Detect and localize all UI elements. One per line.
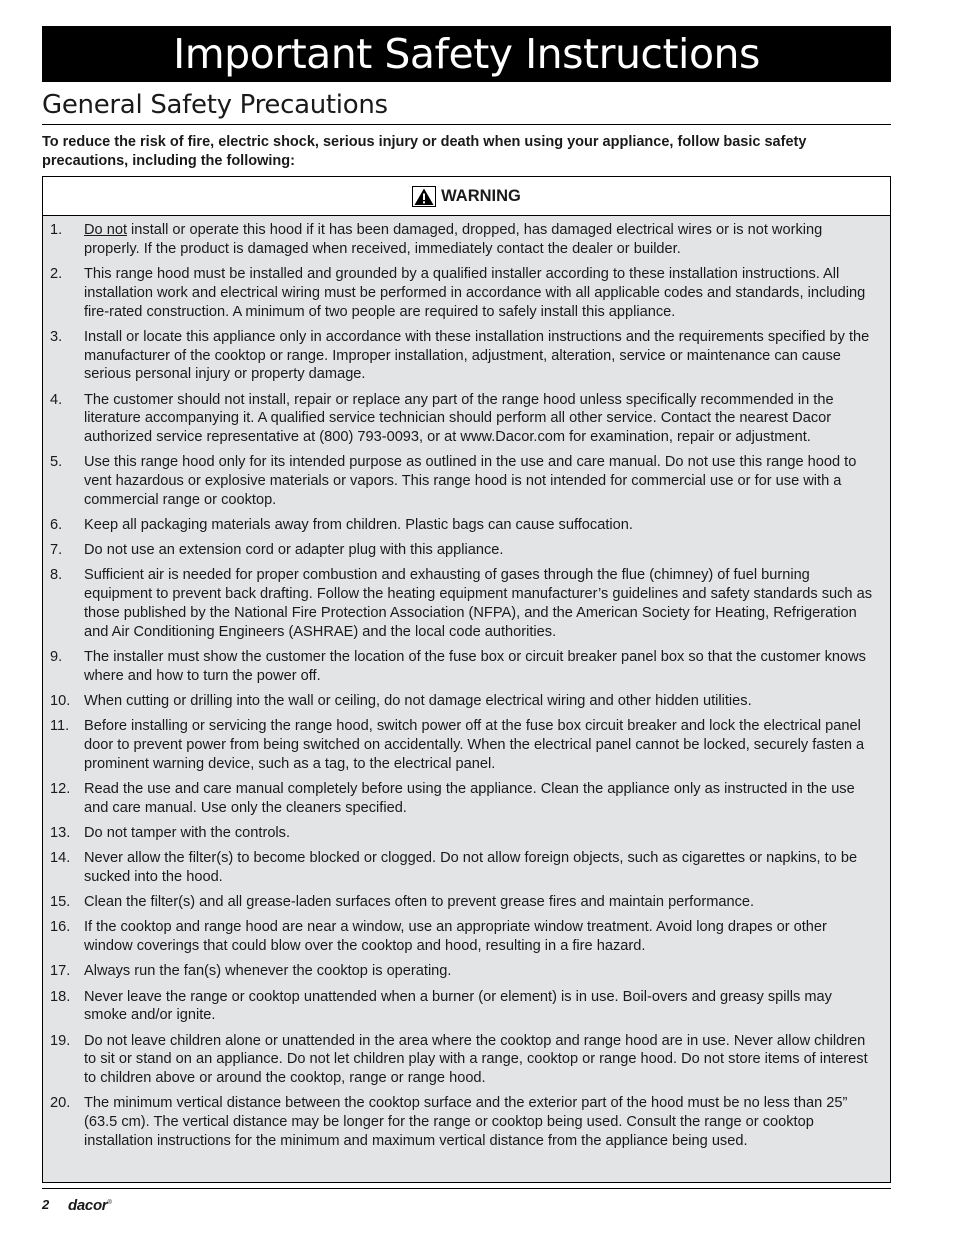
list-item [43, 1032, 890, 1088]
item-text: Read the use and care manual completely before using the appliance. Clean the appliance only as instructed in the use and care manual. Use only the cleaners specified. [84, 781, 855, 816]
footer-rule [42, 1188, 891, 1189]
item-text: Install or locate this appliance only in accordance with these installation instructions and the requirements specified by the manufacturer of the cooktop or range. Improper installation, adjustment, alteration, service or maintenance can cause serious personal injury or property damage. [84, 328, 870, 383]
item-number: 3. [50, 328, 63, 345]
list-item [43, 893, 890, 912]
list-item [43, 1094, 890, 1150]
intro-text: To reduce the risk of fire, electric shock, serious injury or death when using your appliance, follow basic safety precautions, including the following: [42, 134, 807, 169]
list-item [43, 849, 890, 887]
list-item [43, 692, 890, 711]
item-text: The customer should not install, repair or replace any part of the range hood unless specifically recommended in the literature accompanying it. A qualified service technician should perform all other service. Contact the nearest Dacor authorized service representative at (800) 793-0093, or at www.Dacor.com for examination, repair or adjustment. [84, 391, 834, 446]
list-item [43, 453, 890, 509]
item-number: 13. [50, 825, 71, 841]
section-heading [42, 86, 891, 125]
item-text: Before installing or servicing the range hood, switch power off at the fuse box circuit breaker and lock the electrical panel door to prevent power from being switched on accidentally. When the electrical panel cannot be locked, securely fasten a prominent warning device, such as a tag, to the electrical panel. [84, 718, 865, 772]
brand-name: dacor [68, 1197, 108, 1214]
list-item [43, 541, 890, 560]
item-number: 11. [50, 718, 70, 735]
item-text: Clean the filter(s) and all grease-laden surfaces often to prevent grease fires and maintain performance. [84, 894, 755, 911]
item-text: Always run the fan(s) whenever the cooktop is operating. [84, 963, 452, 980]
safety-list [43, 216, 890, 1151]
item-text: Sufficient air is needed for proper combustion and exhausting of gases through the flue (chimney) of fuel burning equipment to prevent back drafting. Follow the heating equipment manufacturer’s guidelines and safety standards such as those published by the National Fire Protection Association (NFPA), and the American Society for Heating, Refrigeration and Air Conditioning Engineers (ASHRAE) and the local code authorities. [84, 567, 872, 640]
item-text: install or operate this hood if it has been damaged, dropped, has damaged electrical wires or is not working properly. If the product is damaged when received, immediately contact the dealer or builder. [84, 222, 823, 257]
page-title: Important Safety Instructions [173, 30, 760, 78]
list-item [43, 824, 890, 843]
item-text: Do not tamper with the controls. [84, 825, 291, 841]
list-item [43, 988, 890, 1026]
list-item [43, 391, 890, 447]
list-item [43, 780, 890, 818]
item-text: If the cooktop and range hood are near a window, use an appropriate window treatment. Avoid long drapes or other window coverings that could blow over the cooktop and hood, resulting in a fire hazard. [84, 919, 827, 955]
item-number: 8. [50, 567, 63, 584]
item-text: Do not leave children alone or unattended in the area where the cooktop and range hood are in use. Never allow children to sit or stand on an appliance. Do not let children play with a range, cooktop or range hood. Do not store items of interest to children above or around the cooktop, range or range hood. [84, 1032, 868, 1087]
item-number: 15. [50, 894, 71, 911]
item-number: 7. [50, 542, 63, 559]
list-item [43, 918, 890, 956]
item-number: 14. [50, 850, 71, 867]
item-text: When cutting or drilling into the wall or ceiling, do not damage electrical wiring and other hidden utilities. [84, 693, 752, 710]
item-text: This range hood must be installed and grounded by a qualified installer according to these installation instructions. All installation work and electrical wiring must be performed in accordance with all applicable codes and standards, including fire-rated construction. A minimum of two people are required to safely install this appliance. [84, 265, 866, 320]
list-item [43, 516, 890, 535]
item-text: The minimum vertical distance between the cooktop surface and the exterior part of the hood must be no less than 25” (63.5 cm). The vertical distance may be longer for the range or cooktop being used. Consult the range or cooktop installation instructions for the minimum and maximum vertical distance from the appliance being used. [84, 1095, 848, 1149]
list-item [43, 265, 890, 321]
item-text: The installer must show the customer the location of the fuse box or circuit breaker panel box so that the customer knows where and how to turn the power off. [84, 649, 866, 684]
warning-triangle-icon [412, 186, 436, 207]
item-number: 2. [50, 265, 63, 282]
warning-box [42, 176, 891, 1183]
title-bar [42, 26, 891, 82]
item-number: 1. [50, 222, 63, 238]
list-item [43, 962, 890, 981]
list-item [43, 328, 890, 384]
item-number: 9. [50, 649, 63, 666]
logo-mark: ® [107, 1200, 112, 1206]
item-number: 20. [50, 1095, 71, 1112]
item-text: Keep all packaging materials away from children. Plastic bags can cause suffocation. [84, 517, 633, 534]
item-number: 12. [50, 781, 71, 798]
item-text: Never leave the range or cooktop unattended when a burner (or element) is in use. Boil-overs and greasy spills may smoke and/or ignite. [84, 988, 832, 1024]
item-number: 10. [50, 693, 71, 710]
item-text: Never allow the filter(s) to become blocked or clogged. Do not allow foreign objects, such as cigarettes or napkins, to be sucked into the hood. [84, 850, 858, 885]
list-item [43, 648, 890, 686]
item-number: 18. [50, 988, 71, 1005]
item-number: 4. [50, 391, 63, 408]
list-item [43, 566, 890, 641]
list-item [43, 221, 890, 259]
item-number: 16. [50, 919, 71, 936]
warning-header [43, 177, 890, 216]
item-text: Do not use an extension cord or adapter plug with this appliance. [84, 542, 504, 559]
page-number: 2 [42, 1197, 50, 1212]
list-item [43, 717, 890, 773]
item-number: 6. [50, 517, 63, 534]
item-lead-underlined: Do not [84, 222, 127, 238]
item-text: Use this range hood only for its intended purpose as outlined in the use and care manual. Do not use this range hood to vent hazardous or explosive materials or vapors. This range hood is not intended for commercial use or for use with a commercial range or cooktop. [84, 454, 857, 508]
dacor-logo [68, 1197, 111, 1214]
section-title: General Safety Precautions [42, 90, 388, 120]
warning-label: WARNING [441, 186, 521, 205]
item-number: 19. [50, 1032, 71, 1049]
item-number: 17. [50, 963, 71, 980]
item-number: 5. [50, 454, 63, 471]
